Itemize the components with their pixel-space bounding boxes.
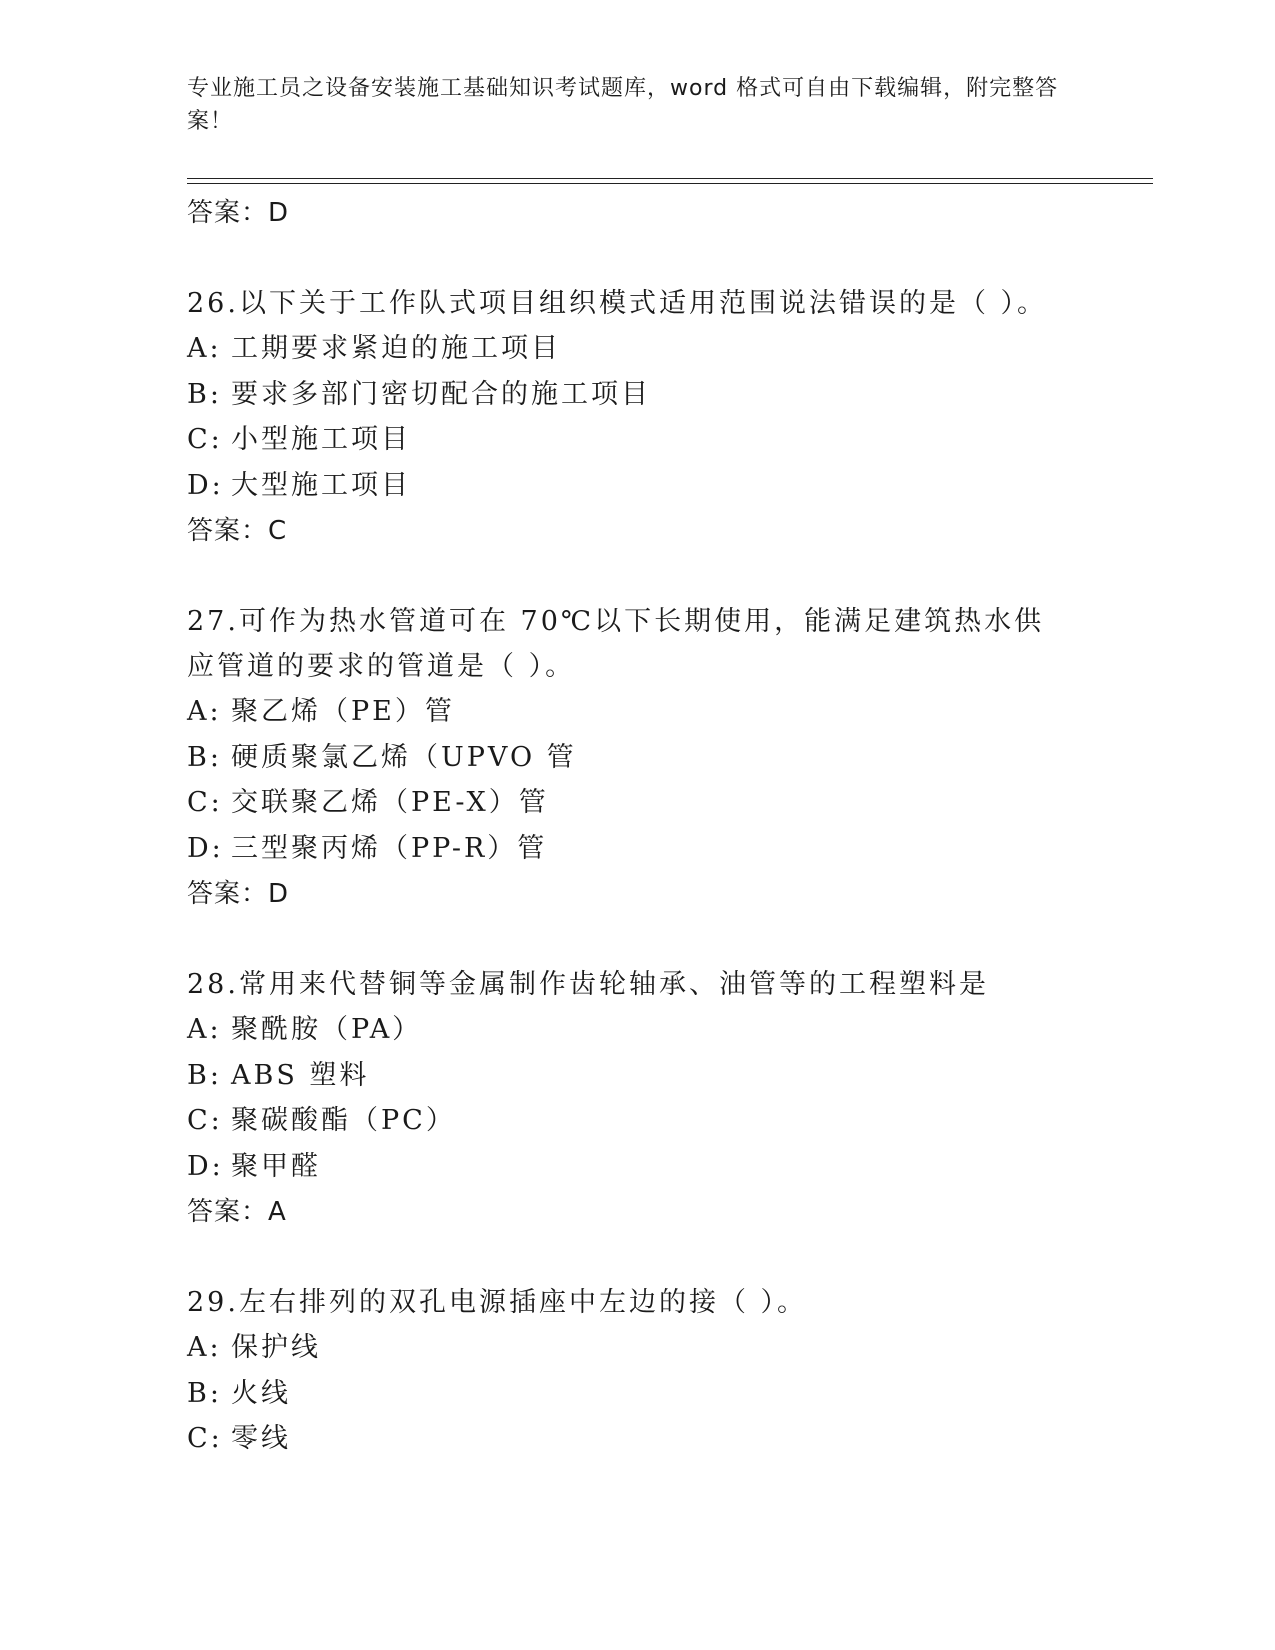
question-item [187, 281, 1087, 554]
option-text: 交联聚乙烯（PE-X）管 [231, 787, 549, 818]
option-text: 聚酰胺（PA） [231, 1014, 423, 1045]
document-header: 专业施工员之设备安装施工基础知识考试题库，word 格式可自由下载编辑，附完整答案！ [187, 76, 1059, 134]
option-key: C: [187, 1423, 223, 1454]
option-text: 要求多部门密切配合的施工项目 [231, 378, 651, 410]
option-b [187, 372, 1087, 418]
option-c [187, 417, 1087, 463]
question-item [187, 599, 1087, 917]
option-key: A: [187, 333, 222, 364]
option-key: C: [187, 424, 223, 455]
option-d [187, 826, 1087, 872]
option-a [187, 1325, 1087, 1371]
option-d [187, 463, 1087, 509]
question-stem: 27.可作为热水管道可在 70℃以下长期使用，能满足建筑热水供应管道的要求的管道是（ ）。 [187, 606, 1045, 682]
header-divider-bottom [187, 183, 1153, 184]
option-a [187, 689, 1087, 735]
question-stem: 26.以下关于工作队式项目组织模式适用范围说法错误的是（ ）。 [187, 288, 1048, 319]
option-key: D: [187, 1150, 224, 1182]
answer-line: 答案：A [187, 1197, 287, 1227]
option-text: ABS 塑料 [231, 1059, 370, 1091]
option-text: 大型施工项目 [231, 469, 411, 501]
question-stem: 29.左右排列的双孔电源插座中左边的接（ ）。 [187, 1287, 808, 1318]
option-text: 火线 [231, 1377, 291, 1409]
option-a [187, 326, 1087, 372]
option-key: D: [187, 469, 224, 501]
option-text: 三型聚丙烯（PP-R）管 [231, 832, 548, 864]
option-b [187, 1371, 1087, 1417]
option-c [187, 1098, 1087, 1144]
option-text: 聚碳酸酯（PC） [231, 1105, 456, 1136]
option-key: A: [187, 696, 222, 727]
option-key: D: [187, 832, 224, 864]
question-item [187, 962, 1087, 1235]
option-c [187, 780, 1087, 826]
option-key: C: [187, 787, 223, 818]
option-text: 保护线 [231, 1332, 321, 1363]
question-item [187, 1280, 1087, 1462]
option-key: B: [187, 1059, 222, 1091]
option-text: 小型施工项目 [231, 424, 411, 455]
option-b [187, 735, 1087, 781]
option-key: C: [187, 1105, 223, 1136]
header-divider-top [187, 178, 1153, 179]
option-a [187, 1007, 1087, 1053]
question-list [187, 190, 1087, 1462]
option-key: A: [187, 1332, 222, 1363]
option-text: 硬质聚氯乙烯（UPVO 管 [231, 741, 577, 773]
option-d [187, 1144, 1087, 1190]
answer-line: 答案：C [187, 516, 288, 546]
option-key: A: [187, 1014, 222, 1045]
option-key: B: [187, 741, 222, 773]
option-key: B: [187, 1377, 222, 1409]
option-c [187, 1416, 1087, 1462]
option-b [187, 1053, 1087, 1099]
option-key: B: [187, 378, 222, 410]
answer-line: 答案：D [187, 879, 290, 909]
option-text: 聚乙烯（PE）管 [231, 696, 455, 727]
option-text: 工期要求紧迫的施工项目 [231, 333, 561, 364]
question-stem: 28.常用来代替铜等金属制作齿轮轴承、油管等的工程塑料是 [187, 969, 989, 1000]
answer-line: 答案：D [187, 198, 290, 228]
option-text: 聚甲醛 [231, 1150, 321, 1182]
option-text: 零线 [231, 1423, 291, 1454]
